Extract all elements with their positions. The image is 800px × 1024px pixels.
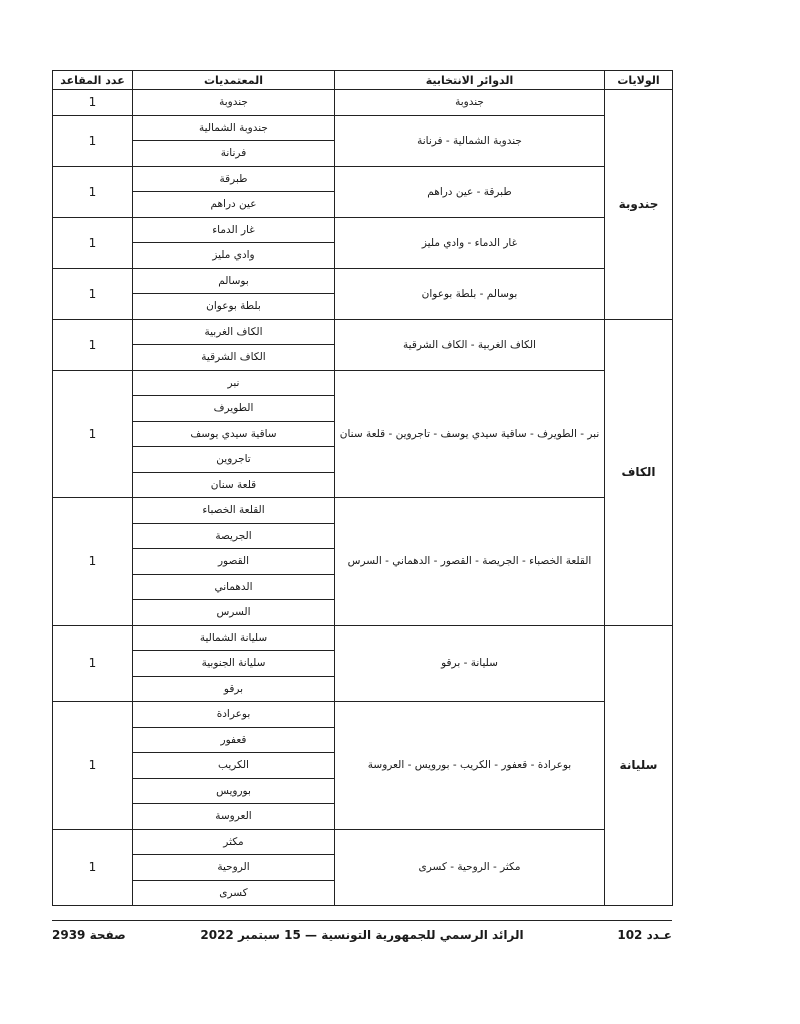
delegation-cell: فرنانة xyxy=(133,141,335,167)
delegation-cell: نبر xyxy=(133,370,335,396)
table-row xyxy=(53,268,673,294)
delegation-cell: قلعة سنان xyxy=(133,472,335,498)
district-cell: نبر - الطويرف - ساقية سيدي يوسف - تاجروين - قلعة سنان xyxy=(335,370,605,498)
delegation-cell: طبرقة xyxy=(133,166,335,192)
governorate-cell: الكاف xyxy=(605,319,673,625)
delegation-cell: عين دراهم xyxy=(133,192,335,218)
delegation-cell: العروسة xyxy=(133,804,335,830)
footer-divider xyxy=(52,920,672,921)
page-footer xyxy=(52,928,672,950)
table-body xyxy=(53,90,673,906)
electoral-districts-table xyxy=(52,70,673,906)
district-cell: سليانة - برقو xyxy=(335,625,605,702)
district-cell: طبرقة - عين دراهم xyxy=(335,166,605,217)
governorate-cell: جندوبة xyxy=(605,90,673,320)
governorate-cell: سليانة xyxy=(605,625,673,906)
header-governorate: الولايات xyxy=(605,71,673,90)
delegation-cell: مكثر xyxy=(133,829,335,855)
seats-cell: 1 xyxy=(53,319,133,370)
table-row xyxy=(53,217,673,243)
delegation-cell: تاجروين xyxy=(133,447,335,473)
seats-cell: 1 xyxy=(53,498,133,626)
district-cell: مكثر - الروحية - كسرى xyxy=(335,829,605,906)
delegation-cell: الكريب xyxy=(133,753,335,779)
table-row xyxy=(53,115,673,141)
header-district: الدوائر الانتخابية xyxy=(335,71,605,90)
delegation-cell: الكاف الغربية xyxy=(133,319,335,345)
delegation-cell: سليانة الجنوبية xyxy=(133,651,335,677)
delegation-cell: الكاف الشرقية xyxy=(133,345,335,371)
district-cell: غار الدماء - وادي مليز xyxy=(335,217,605,268)
district-cell: بوعرادة - قعفور - الكريب - بورويس - العروسة xyxy=(335,702,605,830)
delegation-cell: جندوبة xyxy=(133,90,335,116)
district-cell: القلعة الخصباء - الجريصة - القصور - الدهماني - السرس xyxy=(335,498,605,626)
delegation-cell: الدهماني xyxy=(133,574,335,600)
delegation-cell: القصور xyxy=(133,549,335,575)
table-row xyxy=(53,90,673,116)
delegation-cell: ساقية سيدي يوسف xyxy=(133,421,335,447)
header-seats: عدد المقاعد xyxy=(53,71,133,90)
district-cell: بوسالم - بلطة بوعوان xyxy=(335,268,605,319)
seats-cell: 1 xyxy=(53,370,133,498)
seats-cell: 1 xyxy=(53,90,133,116)
delegation-cell: القلعة الخصباء xyxy=(133,498,335,524)
delegation-cell: الجريصة xyxy=(133,523,335,549)
delegation-cell: بوسالم xyxy=(133,268,335,294)
delegation-cell: الروحية xyxy=(133,855,335,881)
seats-cell: 1 xyxy=(53,702,133,830)
table-row xyxy=(53,625,673,651)
table-row xyxy=(53,319,673,345)
page-number: صفحة 2939 xyxy=(52,928,126,942)
district-cell: جندوبة الشمالية - فرنانة xyxy=(335,115,605,166)
district-cell: الكاف الغربية - الكاف الشرقية xyxy=(335,319,605,370)
seats-cell: 1 xyxy=(53,268,133,319)
delegation-cell: بلطة بوعوان xyxy=(133,294,335,320)
delegation-cell: برقو xyxy=(133,676,335,702)
delegation-cell: الطويرف xyxy=(133,396,335,422)
delegation-cell: وادي مليز xyxy=(133,243,335,269)
table-row xyxy=(53,166,673,192)
delegation-cell: جندوبة الشمالية xyxy=(133,115,335,141)
table-row xyxy=(53,498,673,524)
delegation-cell: كسرى xyxy=(133,880,335,906)
table-row xyxy=(53,829,673,855)
header-delegation: المعتمديات xyxy=(133,71,335,90)
seats-cell: 1 xyxy=(53,625,133,702)
gazette-title: الرائد الرسمي للجمهورية التونسية — 15 سبتمبر 2022 xyxy=(200,928,524,942)
district-cell: جندوبة xyxy=(335,90,605,116)
delegation-cell: قعفور xyxy=(133,727,335,753)
delegation-cell: غار الدماء xyxy=(133,217,335,243)
table-header-row xyxy=(53,71,673,90)
delegation-cell: سليانة الشمالية xyxy=(133,625,335,651)
delegation-cell: السرس xyxy=(133,600,335,626)
table-row xyxy=(53,702,673,728)
seats-cell: 1 xyxy=(53,166,133,217)
table-row xyxy=(53,370,673,396)
delegation-cell: بوعرادة xyxy=(133,702,335,728)
seats-cell: 1 xyxy=(53,115,133,166)
seats-cell: 1 xyxy=(53,217,133,268)
issue-number: عـدد 102 xyxy=(617,928,672,942)
delegation-cell: بورويس xyxy=(133,778,335,804)
seats-cell: 1 xyxy=(53,829,133,906)
